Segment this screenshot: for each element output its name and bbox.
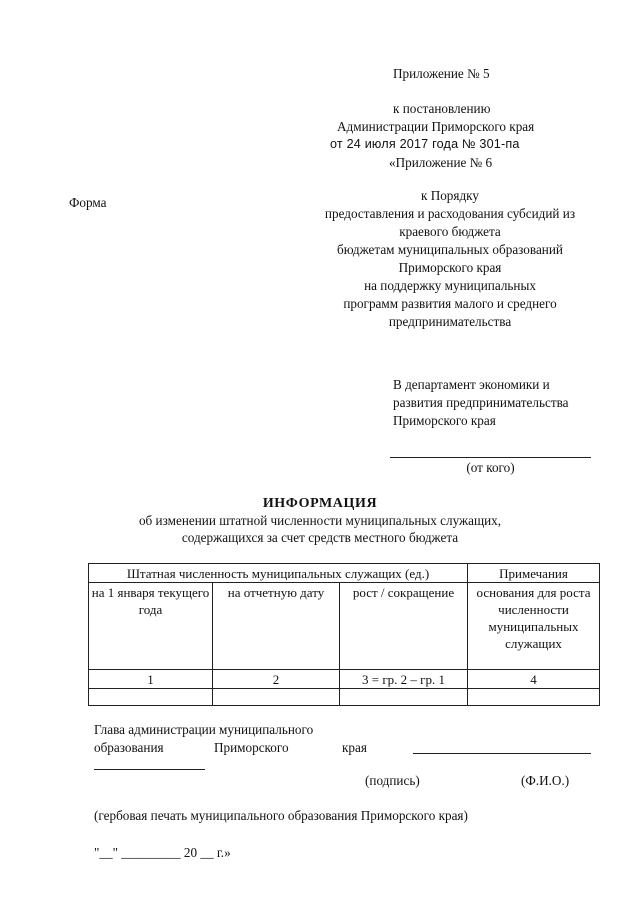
order-reference xyxy=(300,187,600,331)
table-row xyxy=(89,689,600,706)
order-line: на поддержку муниципальных xyxy=(364,278,536,293)
from-underline xyxy=(390,457,591,458)
col-report-date-cell: на отчетную дату xyxy=(213,583,340,670)
name-underline xyxy=(94,769,205,770)
table-subheader-row xyxy=(89,583,600,670)
staff-table xyxy=(88,563,600,706)
col-jan1-cell: на 1 января текущего года xyxy=(89,583,213,670)
col-basis-cell: основания для роста численности муниципальных служащих xyxy=(468,583,600,670)
signature-word: образования xyxy=(94,740,164,755)
document-subtitle-2: содержащихся за счет средств местного бюджета xyxy=(181,530,459,545)
addressee-line: Приморского края xyxy=(393,413,496,428)
notes-header-cell: Примечания xyxy=(468,564,600,583)
order-line: Приморского края xyxy=(398,260,502,275)
table-number-row xyxy=(89,670,600,689)
table-cell xyxy=(468,689,600,706)
col-change-cell: рост / сокращение xyxy=(340,583,468,670)
order-line: предпринимательства xyxy=(388,314,512,329)
addressee-line: развития предпринимательства xyxy=(393,395,569,410)
from-label: (от кого) xyxy=(466,460,515,475)
administration-name: Администрации Приморского края xyxy=(337,119,535,134)
resolution-date-number: от 24 июля 2017 года № 301-па xyxy=(330,137,520,151)
fio-label: (Ф.И.О.) xyxy=(521,773,570,788)
addressee-line: В департамент экономики и xyxy=(393,377,550,392)
table-cell: 4 xyxy=(468,670,600,689)
table-cell xyxy=(213,689,340,706)
order-line: краевого бюджета xyxy=(399,224,501,239)
table-cell xyxy=(89,689,213,706)
table-cell xyxy=(340,689,468,706)
document-subtitle-1: об изменении штатной численности муниципальных служащих, xyxy=(138,513,502,528)
addressee xyxy=(393,376,569,430)
signature-label: (подпись) xyxy=(365,773,420,788)
table-cell: 2 xyxy=(213,670,340,689)
signature-word: края xyxy=(342,740,367,755)
seal-note: (гербовая печать муниципального образования Приморского края) xyxy=(94,808,468,823)
table-header-row xyxy=(89,564,600,583)
table-cell: 1 xyxy=(89,670,213,689)
appendix-number: Приложение № 5 xyxy=(393,66,490,81)
order-line: бюджетам муниципальных образований xyxy=(337,242,563,257)
appendix6-label: «Приложение № 6 xyxy=(389,155,493,170)
order-line: предоставления и расходования субсидий из xyxy=(324,206,576,221)
order-line: программ развития малого и среднего xyxy=(343,296,557,311)
table-cell: 3 = гр. 2 – гр. 1 xyxy=(340,670,468,689)
date-line: "__" _________ 20 __ г.» xyxy=(94,845,231,860)
head-of-administration: Глава администрации муниципального xyxy=(94,722,314,737)
signature-underline xyxy=(413,753,591,754)
resolution-ref: к постановлению xyxy=(393,101,491,116)
form-label: Форма xyxy=(69,195,107,210)
document-title: ИНФОРМАЦИЯ xyxy=(262,496,378,511)
signature-word: Приморского xyxy=(214,740,289,755)
group-header-cell: Штатная численность муниципальных служащих (ед.) xyxy=(89,564,468,583)
order-line: к Порядку xyxy=(420,188,479,203)
